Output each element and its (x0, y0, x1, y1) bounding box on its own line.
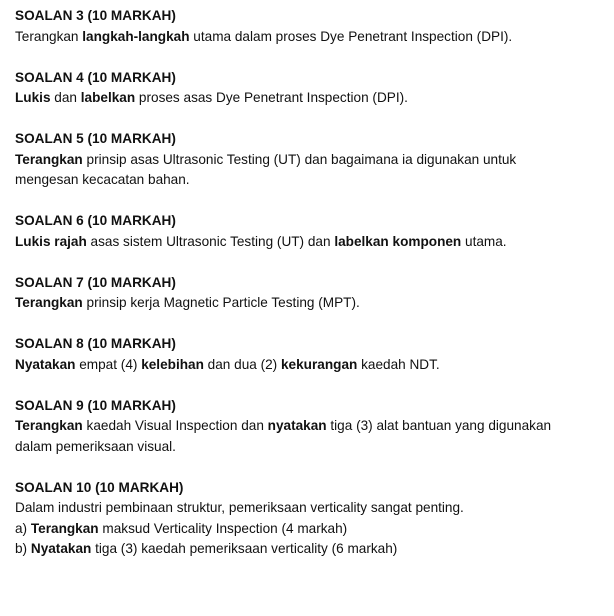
question-line (15, 170, 585, 191)
question-text: proses asas Dye Penetrant Inspection (DPI). (135, 90, 408, 105)
question-heading: SOALAN 5 (10 MARKAH) (15, 131, 176, 146)
question-heading: SOALAN 3 (10 MARKAH) (15, 8, 176, 23)
question-text: dalam pemeriksaan visual. (15, 438, 176, 454)
question-block (15, 129, 585, 191)
question-text: kaedah Visual Inspection dan (82, 418, 268, 433)
question-block (15, 211, 585, 252)
question-text: a) (15, 520, 31, 536)
question-heading: SOALAN 8 (10 MARKAH) (15, 336, 176, 351)
question-line (15, 293, 585, 314)
question-block (15, 478, 585, 560)
question-text: kaedah NDT. (357, 356, 440, 372)
question-block (15, 6, 585, 47)
question-keyword: Lukis rajah (15, 233, 87, 249)
question-line (15, 416, 585, 437)
question-block (15, 68, 585, 109)
question-text: tiga (3) alat bantuan yang digunakan (326, 418, 552, 433)
question-text: utama. (461, 233, 507, 249)
question-line (15, 437, 585, 458)
question-heading: SOALAN 7 (10 MARKAH) (15, 274, 176, 290)
question-line (15, 27, 585, 48)
question-subpart-a (15, 519, 585, 540)
question-line (15, 232, 585, 253)
question-text: Dalam industri pembinaan struktur, pemeriksaan verticality sangat penting. (15, 500, 464, 515)
question-keyword: labelkan (80, 90, 136, 105)
question-text: mengesan kecacatan bahan. (15, 172, 190, 187)
question-subpart-b (15, 539, 585, 560)
question-keyword: Terangkan (15, 295, 83, 310)
question-block (15, 396, 585, 458)
question-line (15, 88, 585, 109)
question-keyword: langkah-langkah (82, 28, 190, 44)
question-text: empat (4) (75, 356, 142, 372)
question-text: b) (15, 541, 31, 556)
question-keyword: Terangkan (15, 418, 83, 433)
question-block (15, 334, 585, 375)
question-keyword: Lukis (15, 90, 51, 105)
question-text: dan dua (2) (203, 356, 281, 372)
question-text: maksud Verticality Inspection (4 markah) (98, 520, 348, 536)
question-line (15, 355, 585, 376)
question-keyword: Nyatakan (30, 541, 92, 556)
question-heading: SOALAN 6 (10 MARKAH) (15, 213, 176, 228)
question-keyword: nyatakan (267, 418, 327, 433)
question-keyword: labelkan komponen (334, 233, 462, 249)
question-heading: SOALAN 10 (10 MARKAH) (15, 479, 184, 495)
question-text: dan (50, 90, 81, 105)
question-text: prinsip asas Ultrasonic Testing (UT) dan bagaimana ia digunakan untuk (82, 151, 517, 167)
question-text: Terangkan (15, 28, 83, 44)
question-keyword: Terangkan (15, 151, 83, 167)
question-text: prinsip kerja Magnetic Particle Testing (MPT). (82, 295, 360, 310)
question-text: tiga (3) kaedah pemeriksaan verticality (6 markah) (91, 541, 398, 556)
question-heading: SOALAN 9 (10 MARKAH) (15, 397, 176, 413)
question-text: utama dalam proses Dye Penetrant Inspection (DPI). (189, 28, 513, 44)
question-keyword: kelebihan (141, 356, 204, 372)
question-keyword: Terangkan (30, 520, 99, 536)
question-line (15, 150, 585, 171)
question-heading: SOALAN 4 (10 MARKAH) (15, 69, 176, 85)
question-line (15, 498, 585, 519)
question-block (15, 273, 585, 314)
question-keyword: Nyatakan (15, 356, 76, 372)
question-keyword: kekurangan (281, 356, 358, 372)
question-text: asas sistem Ultrasonic Testing (UT) dan (86, 233, 335, 249)
